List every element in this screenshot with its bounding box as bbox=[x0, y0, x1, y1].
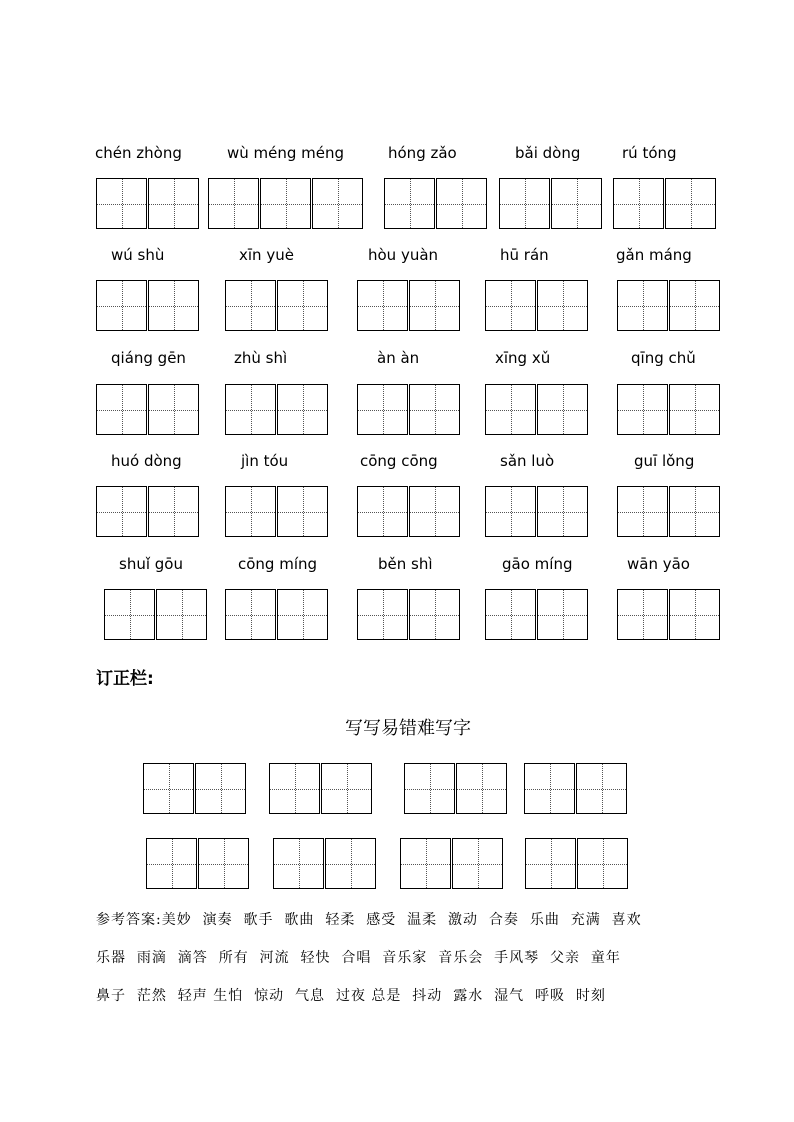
pinyin-2-1: wú shù bbox=[111, 246, 165, 264]
writing-cell[interactable] bbox=[148, 280, 199, 331]
answers-line-3: 鼻子 茫然 轻声 生怕 惊动 气息 过夜 总是 抖动 露水 湿气 呼吸 时刻 bbox=[96, 988, 606, 1004]
writing-cell[interactable] bbox=[148, 178, 199, 229]
pinyin-5-4: gāo míng bbox=[502, 555, 573, 573]
box-group-5-5 bbox=[617, 589, 720, 640]
writing-cell[interactable] bbox=[156, 589, 207, 640]
writing-cell[interactable] bbox=[96, 384, 147, 435]
writing-cell[interactable] bbox=[273, 838, 324, 889]
writing-cell[interactable] bbox=[225, 280, 276, 331]
pinyin-5-3: běn shì bbox=[378, 555, 433, 573]
writing-cell[interactable] bbox=[96, 280, 147, 331]
box-group-4-2 bbox=[225, 486, 328, 537]
writing-cell[interactable] bbox=[669, 280, 720, 331]
pinyin-2-4: hū rán bbox=[500, 246, 549, 264]
writing-cell[interactable] bbox=[225, 589, 276, 640]
practice-group-b-3 bbox=[400, 838, 503, 889]
writing-cell[interactable] bbox=[551, 178, 602, 229]
writing-cell[interactable] bbox=[537, 486, 588, 537]
writing-cell[interactable] bbox=[325, 838, 376, 889]
writing-cell[interactable] bbox=[617, 589, 668, 640]
pinyin-4-5: guī lǒng bbox=[634, 452, 695, 470]
box-group-2-5 bbox=[617, 280, 720, 331]
writing-cell[interactable] bbox=[485, 486, 536, 537]
writing-cell[interactable] bbox=[277, 280, 328, 331]
box-group-4-3 bbox=[357, 486, 460, 537]
writing-cell[interactable] bbox=[452, 838, 503, 889]
writing-cell[interactable] bbox=[409, 486, 460, 537]
box-group-1-4 bbox=[499, 178, 602, 229]
writing-cell[interactable] bbox=[321, 763, 372, 814]
writing-cell[interactable] bbox=[269, 763, 320, 814]
pinyin-1-1: chén zhòng bbox=[95, 144, 182, 162]
box-group-5-3 bbox=[357, 589, 460, 640]
pinyin-1-4: bǎi dòng bbox=[515, 144, 581, 162]
box-group-1-5 bbox=[613, 178, 716, 229]
pinyin-2-3: hòu yuàn bbox=[368, 246, 439, 264]
box-group-3-3 bbox=[357, 384, 460, 435]
writing-cell[interactable] bbox=[143, 763, 194, 814]
practice-group-a-2 bbox=[269, 763, 372, 814]
writing-cell[interactable] bbox=[617, 280, 668, 331]
writing-cell[interactable] bbox=[525, 838, 576, 889]
box-group-2-2 bbox=[225, 280, 328, 331]
box-group-4-5 bbox=[617, 486, 720, 537]
writing-cell[interactable] bbox=[148, 486, 199, 537]
box-group-3-1 bbox=[96, 384, 199, 435]
pinyin-3-5: qīng chǔ bbox=[631, 349, 696, 367]
box-group-5-4 bbox=[485, 589, 588, 640]
box-group-4-4 bbox=[485, 486, 588, 537]
box-group-3-2 bbox=[225, 384, 328, 435]
writing-cell[interactable] bbox=[104, 589, 155, 640]
box-group-1-1 bbox=[96, 178, 199, 229]
writing-cell[interactable] bbox=[96, 178, 147, 229]
box-group-2-1 bbox=[96, 280, 199, 331]
writing-cell[interactable] bbox=[357, 589, 408, 640]
practice-group-a-3 bbox=[404, 763, 507, 814]
section-title: 写写易错难写字 bbox=[345, 718, 471, 739]
writing-cell[interactable] bbox=[456, 763, 507, 814]
box-group-1-3 bbox=[384, 178, 487, 229]
writing-cell[interactable] bbox=[485, 589, 536, 640]
pinyin-2-5: gǎn máng bbox=[616, 246, 692, 264]
writing-cell[interactable] bbox=[277, 486, 328, 537]
writing-cell[interactable] bbox=[277, 589, 328, 640]
writing-cell[interactable] bbox=[537, 280, 588, 331]
box-group-2-4 bbox=[485, 280, 588, 331]
box-group-3-4 bbox=[485, 384, 588, 435]
writing-cell[interactable] bbox=[96, 486, 147, 537]
writing-cell[interactable] bbox=[537, 384, 588, 435]
practice-group-a-4 bbox=[524, 763, 627, 814]
box-group-1-2 bbox=[208, 178, 363, 229]
writing-cell[interactable] bbox=[485, 384, 536, 435]
writing-cell[interactable] bbox=[195, 763, 246, 814]
writing-cell[interactable] bbox=[409, 384, 460, 435]
writing-cell[interactable] bbox=[357, 384, 408, 435]
writing-cell[interactable] bbox=[617, 384, 668, 435]
writing-cell[interactable] bbox=[225, 486, 276, 537]
writing-cell[interactable] bbox=[225, 384, 276, 435]
pinyin-5-5: wān yāo bbox=[627, 555, 690, 573]
pinyin-3-3: àn àn bbox=[377, 349, 420, 367]
writing-cell[interactable] bbox=[357, 486, 408, 537]
writing-cell[interactable] bbox=[146, 838, 197, 889]
writing-cell[interactable] bbox=[576, 763, 627, 814]
writing-cell[interactable] bbox=[409, 589, 460, 640]
pinyin-1-2: wù méng méng bbox=[227, 144, 345, 162]
pinyin-3-2: zhù shì bbox=[234, 349, 288, 367]
pinyin-4-2: jìn tóu bbox=[241, 452, 289, 470]
writing-cell[interactable] bbox=[277, 384, 328, 435]
box-group-2-3 bbox=[357, 280, 460, 331]
writing-cell[interactable] bbox=[357, 280, 408, 331]
pinyin-1-5: rú tóng bbox=[622, 144, 677, 162]
practice-group-a-1 bbox=[143, 763, 246, 814]
correction-label: 订正栏: bbox=[96, 669, 154, 689]
pinyin-2-2: xīn yuè bbox=[239, 246, 294, 264]
practice-group-b-1 bbox=[146, 838, 249, 889]
pinyin-3-4: xīng xǔ bbox=[495, 349, 551, 367]
answers-line-1: 参考答案:美妙 演奏 歌手 歌曲 轻柔 感受 温柔 激动 合奏 乐曲 充满 喜欢 bbox=[96, 912, 642, 928]
writing-cell[interactable] bbox=[669, 589, 720, 640]
box-group-5-2 bbox=[225, 589, 328, 640]
box-group-5-1 bbox=[104, 589, 207, 640]
writing-cell[interactable] bbox=[524, 763, 575, 814]
writing-cell[interactable] bbox=[384, 178, 435, 229]
writing-cell[interactable] bbox=[148, 384, 199, 435]
pinyin-3-1: qiáng gēn bbox=[111, 349, 186, 367]
writing-cell[interactable] bbox=[577, 838, 628, 889]
writing-cell[interactable] bbox=[409, 280, 460, 331]
writing-cell[interactable] bbox=[499, 178, 550, 229]
writing-cell[interactable] bbox=[665, 178, 716, 229]
writing-cell[interactable] bbox=[208, 178, 259, 229]
pinyin-4-3: cōng cōng bbox=[360, 452, 438, 470]
box-group-4-1 bbox=[96, 486, 199, 537]
writing-cell[interactable] bbox=[613, 178, 664, 229]
pinyin-4-1: huó dòng bbox=[111, 452, 182, 470]
answers-line-2: 乐器 雨滴 滴答 所有 河流 轻快 合唱 音乐家 音乐会 手风琴 父亲 童年 bbox=[96, 950, 621, 966]
writing-cell[interactable] bbox=[404, 763, 455, 814]
writing-cell[interactable] bbox=[260, 178, 311, 229]
box-group-3-5 bbox=[617, 384, 720, 435]
pinyin-5-1: shuǐ gōu bbox=[119, 555, 183, 573]
pinyin-5-2: cōng míng bbox=[238, 555, 318, 573]
writing-cell[interactable] bbox=[312, 178, 363, 229]
practice-group-b-4 bbox=[525, 838, 628, 889]
writing-cell[interactable] bbox=[537, 589, 588, 640]
pinyin-4-4: sǎn luò bbox=[500, 452, 555, 470]
writing-cell[interactable] bbox=[198, 838, 249, 889]
writing-cell[interactable] bbox=[669, 384, 720, 435]
writing-cell[interactable] bbox=[400, 838, 451, 889]
pinyin-1-3: hóng zǎo bbox=[388, 144, 457, 162]
practice-group-b-2 bbox=[273, 838, 376, 889]
writing-cell[interactable] bbox=[436, 178, 487, 229]
writing-cell[interactable] bbox=[485, 280, 536, 331]
writing-cell[interactable] bbox=[669, 486, 720, 537]
writing-cell[interactable] bbox=[617, 486, 668, 537]
